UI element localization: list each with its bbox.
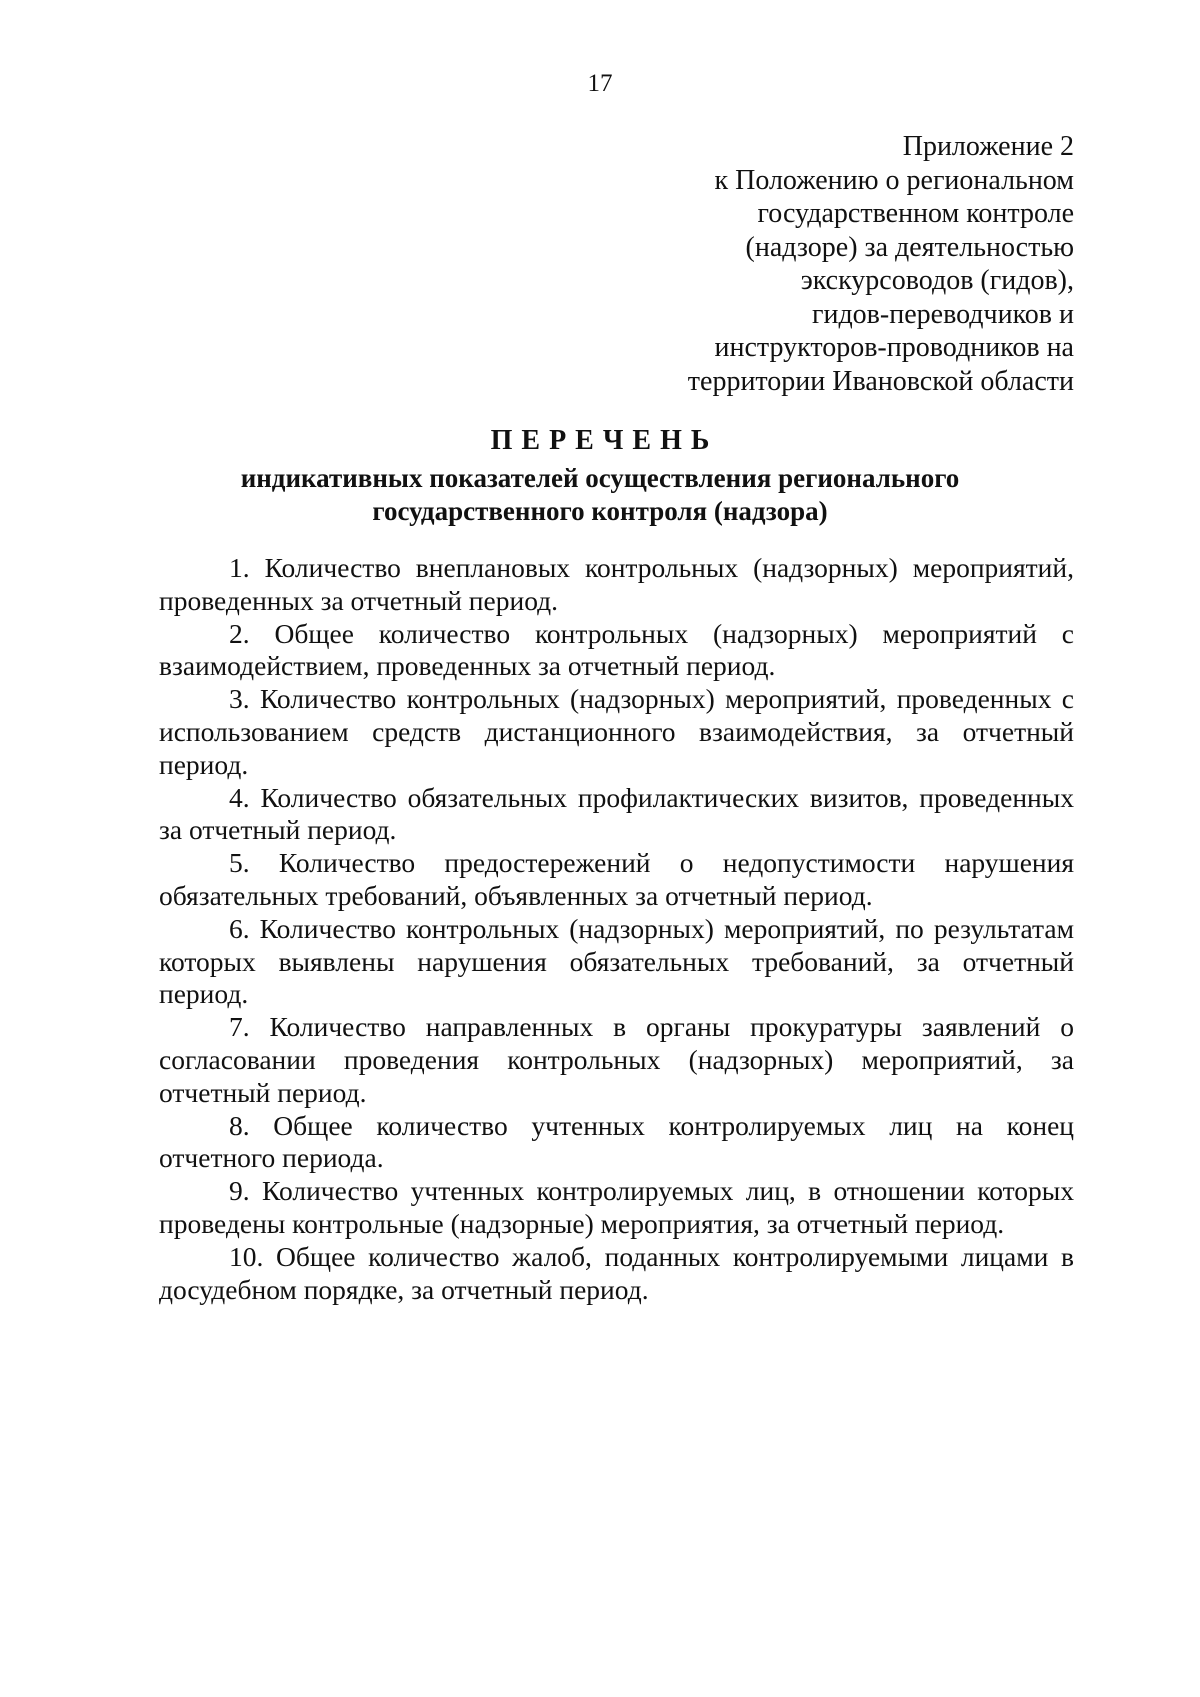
appendix-reference [554,130,1074,398]
appendix-line: к Положению о региональном [714,164,1074,196]
appendix-line: инструкторов-проводников на [714,332,1074,363]
indicator-item: 7. Количество направленных в органы прокуратуры заявлений о согласовании проведения контрольных (надзорных) мероприятий, за отчетный период. [159,1011,1074,1108]
indicator-item: 1. Количество внеплановых контрольных (надзорных) мероприятий, проведенных за отчетный период. [159,552,1074,616]
indicator-item: 3. Количество контрольных (надзорных) мероприятий, проведенных с использованием средств дистанционного взаимодействия, за отчетный период. [159,683,1074,780]
subtitle-line: индикативных показателей осуществления регионального [240,463,960,493]
page-number: 17 [587,70,613,97]
appendix-line: (надзоре) за деятельностью [745,231,1074,263]
indicator-item: 5. Количество предостережений о недопустимости нарушения обязательных требований, объявленных за отчетный период. [159,847,1074,911]
indicator-list [159,552,1074,1306]
indicator-item: 9. Количество учтенных контролируемых лиц, в отношении которых проведены контрольные (надзорные) мероприятия, за отчетный период. [159,1175,1074,1239]
document-title: ПЕРЕЧЕНЬ [490,425,719,456]
document-subtitle [0,462,1200,528]
indicator-item: 2. Общее количество контрольных (надзорных) мероприятий с взаимодействием, проведенных за отчетный период. [159,617,1074,682]
appendix-line: территории Ивановской области [687,365,1074,397]
indicator-item: 8. Общее количество учтенных контролируемых лиц на конец отчетного периода. [159,1109,1074,1174]
appendix-line: экскурсоводов (гидов), [800,265,1074,296]
appendix-line: гидов-переводчиков и [811,298,1074,330]
appendix-line: Приложение 2 [902,131,1074,162]
indicator-item: 6. Количество контрольных (надзорных) мероприятий, по результатам которых выявлены нарушения обязательных требований, за отчетный период. [159,912,1074,1010]
appendix-line: государственном контроле [757,198,1074,229]
subtitle-line: государственного контроля (надзора) [372,496,828,526]
indicator-item: 10. Общее количество жалоб, поданных контролируемыми лицами в досудебном порядке, за отчетный период. [159,1240,1074,1305]
document-heading [0,423,1200,528]
indicator-item: 4. Количество обязательных профилактических визитов, проведенных за отчетный период. [159,781,1074,846]
